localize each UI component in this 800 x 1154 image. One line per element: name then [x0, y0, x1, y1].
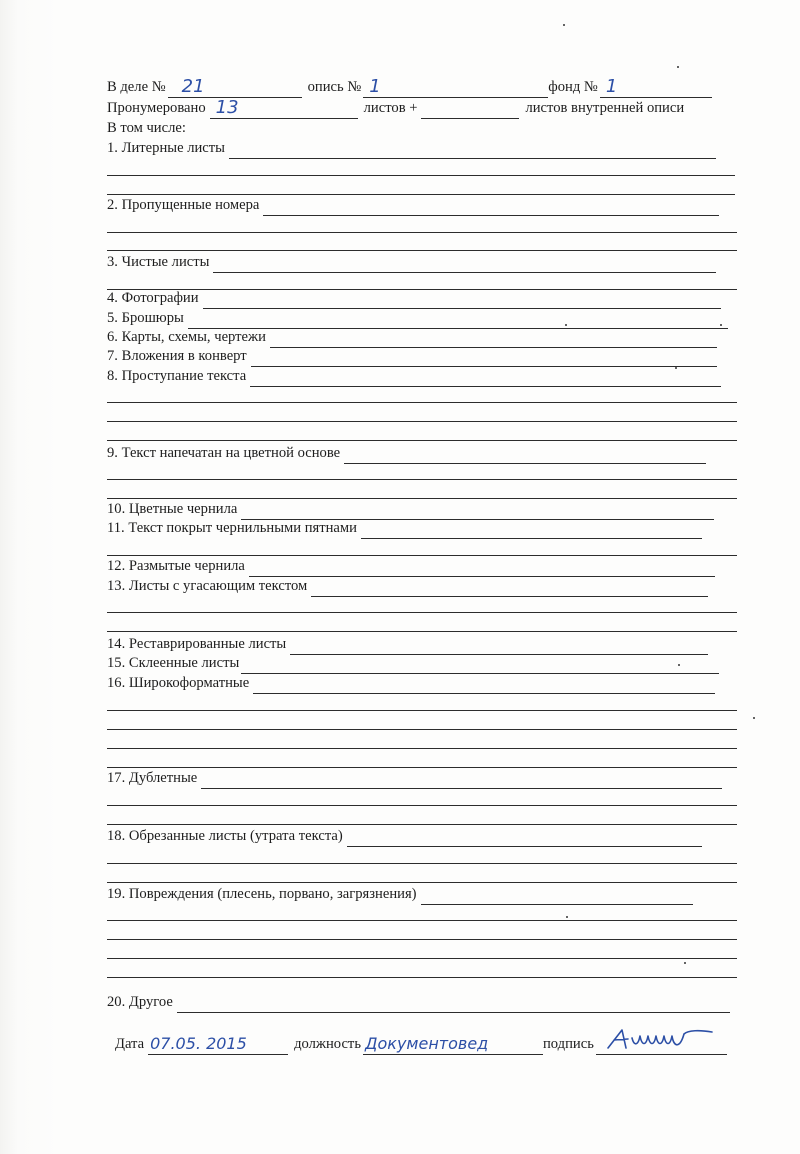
case-field — [168, 76, 302, 98]
item-label: 14. Реставрированные листы — [107, 636, 287, 652]
position-label: должность — [294, 1036, 361, 1052]
item-label: 12. Размытые чернила — [107, 558, 245, 574]
item-row — [107, 253, 716, 273]
scan-speck — [753, 717, 755, 719]
blank-line — [107, 479, 737, 480]
blank-line — [107, 824, 737, 825]
item-field — [241, 657, 719, 674]
blank-line — [107, 882, 737, 883]
numbered-label: Пронумеровано — [107, 100, 206, 116]
blank-line — [107, 729, 737, 730]
sheets-plus-field — [421, 102, 519, 119]
item-row — [107, 885, 693, 905]
blank-line — [107, 977, 737, 978]
item-label: 16. Широкоформатные — [107, 675, 250, 691]
item-field — [250, 370, 721, 387]
item-field — [241, 503, 714, 520]
scan-speck — [678, 664, 680, 666]
case-label: В деле № — [107, 79, 166, 95]
blank-line — [107, 175, 735, 176]
item-field — [290, 638, 708, 655]
blank-line — [107, 555, 737, 556]
including-label: В том числе: — [107, 120, 186, 136]
fond-value: 1 — [605, 76, 618, 97]
scan-speck — [563, 24, 565, 26]
inventory-value: 1 — [369, 76, 381, 97]
case-value: 21 — [181, 76, 205, 97]
item-label: 15. Склеенные листы — [107, 655, 240, 671]
item-field — [344, 447, 706, 464]
item-row — [107, 309, 728, 329]
blank-line — [107, 250, 737, 251]
item-label: 11. Текст покрыт чернильными пятнами — [107, 520, 357, 536]
blank-line — [107, 939, 737, 940]
scan-speck — [675, 367, 677, 369]
scan-speck — [566, 916, 568, 918]
blank-line — [107, 232, 737, 233]
item-row — [107, 635, 708, 655]
item-row — [107, 289, 721, 309]
position-field — [363, 1036, 543, 1055]
item-field — [421, 888, 693, 905]
item-label: 1. Литерные листы — [107, 140, 225, 156]
item-label: 8. Проступание текста — [107, 368, 247, 384]
blank-line — [107, 194, 735, 195]
sheets-plus-label: листов + — [363, 100, 418, 116]
item-label: 4. Фотографии — [107, 290, 199, 306]
footer-row — [115, 1033, 727, 1055]
item-label: 10. Цветные чернила — [107, 501, 238, 517]
item-row — [107, 519, 702, 539]
item-row — [107, 769, 722, 789]
item-label: 7. Вложения в конверт — [107, 348, 247, 364]
item-field — [188, 312, 728, 329]
blank-line — [107, 421, 737, 422]
item-field — [213, 256, 716, 273]
date-field — [148, 1036, 288, 1055]
item-row — [107, 139, 716, 159]
item-row — [107, 577, 708, 597]
handwritten-signature — [600, 1026, 720, 1052]
item-field — [361, 522, 702, 539]
item-label: 3. Чистые листы — [107, 254, 210, 270]
item-row — [107, 444, 706, 464]
item-row — [107, 367, 721, 387]
blank-line — [107, 920, 737, 921]
scan-speck — [677, 66, 679, 68]
item-label: 20. Другое — [107, 994, 173, 1010]
item-field — [249, 560, 715, 577]
item-label: 6. Карты, схемы, чертежи — [107, 329, 266, 345]
blank-line — [107, 631, 737, 632]
item-field — [251, 350, 717, 367]
item-label: 17. Дублетные — [107, 770, 198, 786]
inventory-field — [363, 76, 548, 98]
signature-label: подпись — [542, 1036, 594, 1052]
signature-field — [596, 1036, 727, 1055]
item-row — [107, 196, 719, 216]
item-row — [107, 328, 717, 348]
blank-line — [107, 748, 737, 749]
item-field — [311, 580, 708, 597]
fond-field — [600, 76, 712, 98]
internal-inventory-label: листов внутренней описи — [525, 100, 685, 116]
blank-line — [107, 710, 737, 711]
item-label: 18. Обрезанные листы (утрата текста) — [107, 828, 343, 844]
item-row — [107, 557, 715, 577]
item-field — [263, 199, 719, 216]
item-field — [229, 142, 716, 159]
scan-speck — [565, 324, 567, 326]
item-label: 2. Пропущенные номера — [107, 197, 260, 213]
item-row — [107, 827, 702, 847]
item-label: 13. Листы с угасающим текстом — [107, 578, 308, 594]
scan-speck — [720, 324, 722, 326]
item-label: 9. Текст напечатан на цветной основе — [107, 445, 341, 461]
date-value: 07.05. 2015 — [150, 1034, 247, 1053]
fond-label: фонд № — [548, 79, 598, 95]
including-row — [107, 119, 186, 139]
numbered-row — [107, 99, 684, 119]
blank-line — [107, 767, 737, 768]
item-row — [107, 674, 715, 694]
blank-line — [107, 958, 737, 959]
item-field — [203, 292, 721, 309]
case-row — [107, 78, 712, 98]
item-field — [253, 677, 715, 694]
item-field — [177, 996, 730, 1013]
blank-line — [107, 440, 737, 441]
scan-speck — [684, 962, 686, 964]
item-row — [107, 993, 730, 1013]
item-label: 19. Повреждения (плесень, порвано, загрязнения) — [107, 886, 417, 902]
item-row — [107, 654, 719, 674]
date-label: Дата — [115, 1036, 145, 1052]
numbered-value: 13 — [215, 97, 239, 118]
numbered-field — [210, 97, 358, 119]
item-field — [347, 830, 702, 847]
item-row — [107, 347, 717, 367]
item-label: 5. Брошюры — [107, 310, 184, 326]
inventory-label: опись № — [307, 79, 362, 95]
item-field — [201, 772, 722, 789]
item-field — [270, 331, 717, 348]
blank-line — [107, 498, 737, 499]
blank-line — [107, 402, 737, 403]
blank-line — [107, 805, 737, 806]
blank-line — [107, 612, 737, 613]
item-row — [107, 500, 714, 520]
position-value: Документовед — [364, 1034, 489, 1053]
blank-line — [107, 863, 737, 864]
